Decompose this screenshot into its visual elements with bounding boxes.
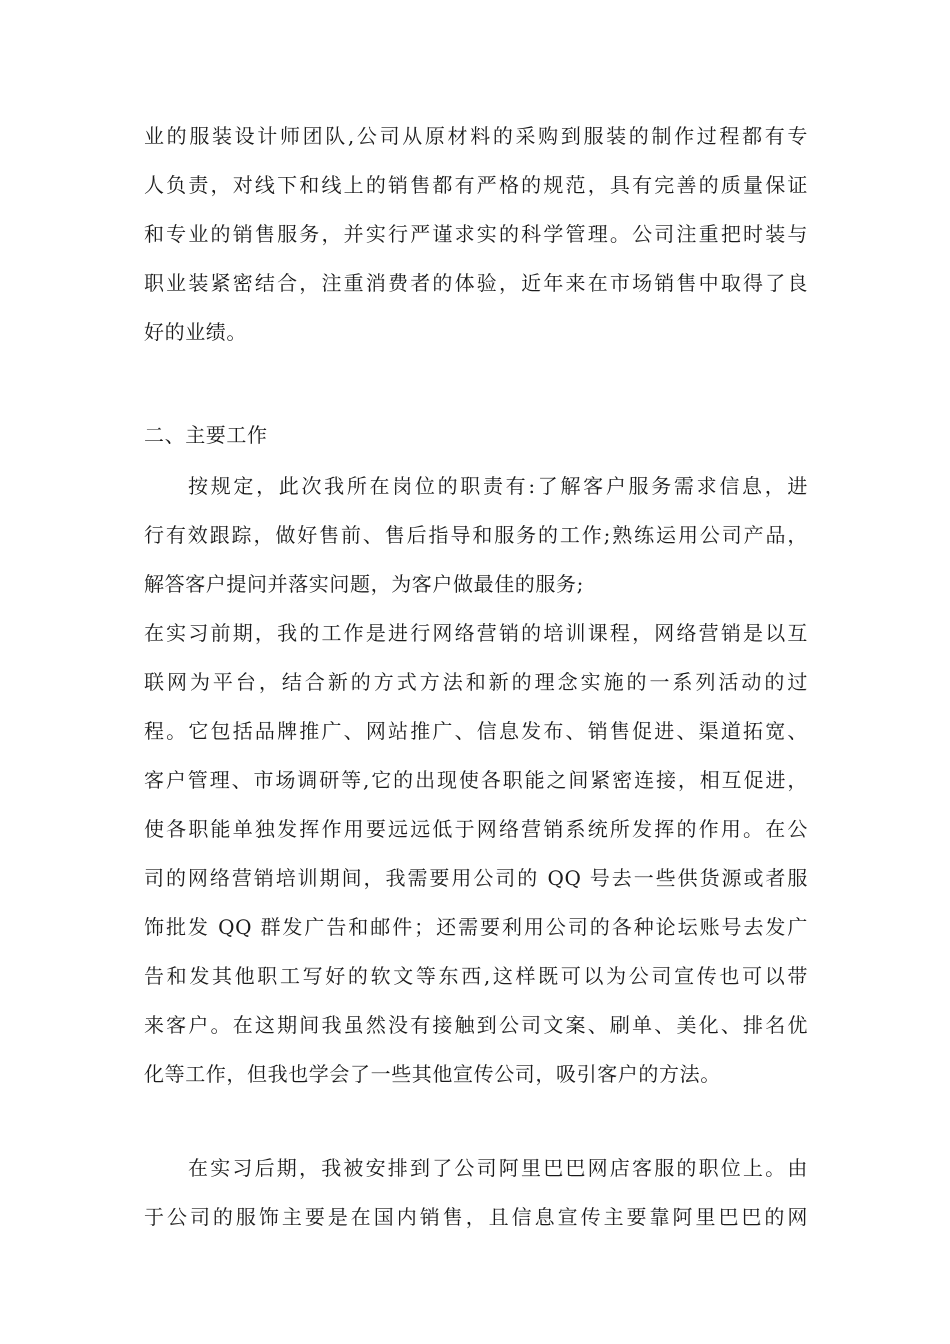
text-line: 业的服装设计师团队,公司从原材料的采购到服装的制作过程都有专: [144, 124, 808, 148]
text-line: 化等工作，但我也学会了一些其他宣传公司，吸引客户的方法。: [144, 1062, 721, 1086]
paragraph-early-internship: [144, 609, 808, 1099]
text-line: 告和发其他职工写好的软文等东西,这样既可以为公司宣传也可以带: [144, 964, 808, 988]
text-line: 人负责，对线下和线上的销售都有严格的规范，具有完善的质量保证: [144, 173, 808, 197]
section-heading: 二、主要工作: [144, 423, 268, 447]
text-line: 来客户。在这期间我虽然没有接触到公司文案、刷单、美化、排名优: [144, 1013, 808, 1037]
text-line: 行有效跟踪，做好售前、售后指导和服务的工作;熟练运用公司产品，: [144, 523, 808, 547]
text-line: 职业装紧密结合，注重消费者的体验，近年来在市场销售中取得了良: [144, 271, 808, 295]
text-line: 程。它包括品牌推广、网站推广、信息发布、销售促进、渠道拓宽、: [144, 719, 808, 743]
text-line: 在实习前期，我的工作是进行网络营销的培训课程，网络营销是以互: [144, 621, 808, 645]
paragraph-duties: [144, 462, 808, 609]
text-line: 和专业的销售服务，并实行严谨求实的科学管理。公司注重把时装与: [144, 222, 808, 246]
text-line: 好的业绩。: [144, 320, 247, 344]
text-line: 饰批发 QQ 群发广告和邮件；还需要利用公司的各种论坛账号去发广: [144, 915, 808, 939]
text-line: 解答客户提问并落实问题，为客户做最佳的服务;: [144, 572, 584, 596]
paragraph-late-internship: [144, 1144, 808, 1242]
text-line: 于公司的服饰主要是在国内销售，且信息宣传主要靠阿里巴巴的网: [144, 1205, 808, 1229]
section-heading-block: [144, 411, 808, 460]
text-line: 在实习后期，我被安排到了公司阿里巴巴网店客服的职位上。由: [188, 1156, 808, 1180]
text-line: 联网为平台，结合新的方式方法和新的理念实施的一系列活动的过: [144, 670, 808, 694]
paragraph-intro: [144, 112, 808, 357]
text-line: 客户管理、市场调研等,它的出现使各职能之间紧密连接，相互促进，: [144, 768, 808, 792]
text-line: 按规定，此次我所在岗位的职责有:了解客户服务需求信息，进: [188, 474, 808, 498]
text-line: 使各职能单独发挥作用要远远低于网络营销系统所发挥的作用。在公: [144, 817, 808, 841]
text-line: 司的网络营销培训期间，我需要用公司的 QQ 号去一些供货源或者服: [144, 866, 808, 890]
